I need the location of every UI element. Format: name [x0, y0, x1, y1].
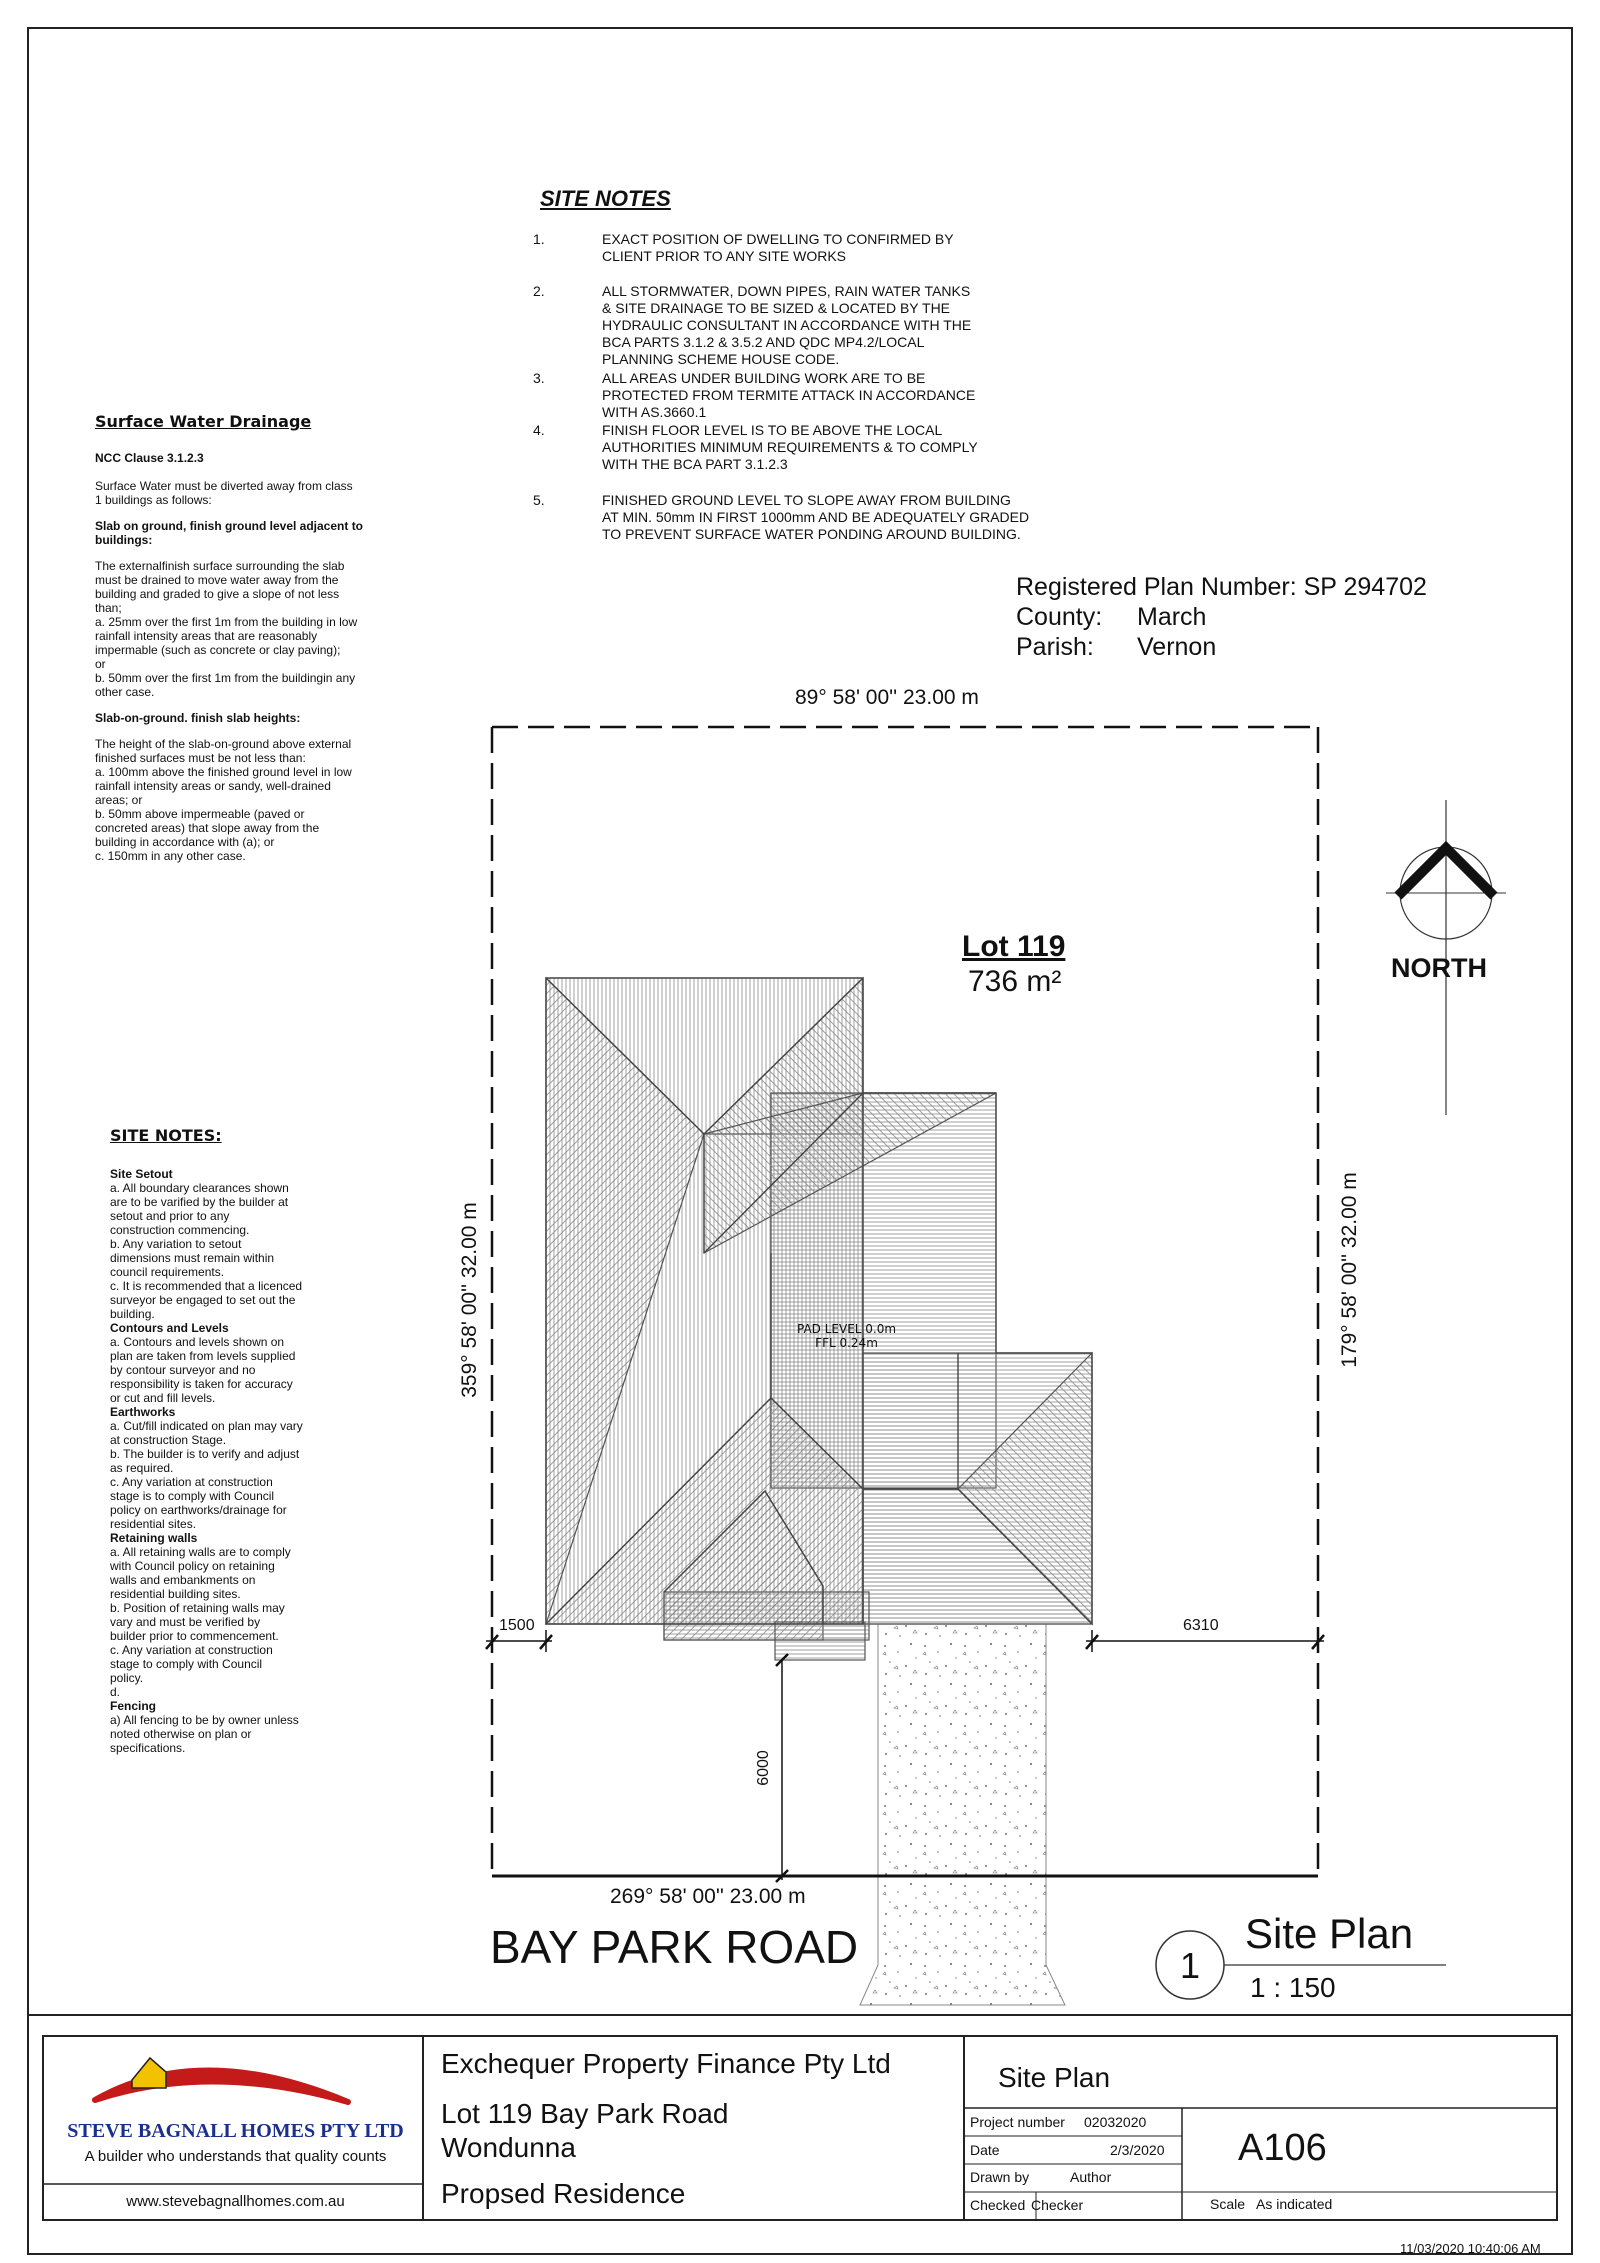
- site-notes-title: SITE NOTES: [540, 186, 671, 211]
- company-logo: [95, 2058, 348, 2102]
- site-notes-section-heading: Retaining walls: [110, 1531, 198, 1545]
- pad-level: PAD LEVEL 0.0m: [797, 1322, 897, 1336]
- drainage-paragraph-1: The externalfinish surface surrounding the slab must be drained to move water away from the building and graded to give a slope of not less than; a. 25mm over the first 1m from the building in low rainfall intensity areas that are reasonably impermable (such as concrete or clay paving); or b. 50mm over the first 1m from the buildingin any other case.: [95, 559, 358, 699]
- project-number-label: Project number: [970, 2114, 1065, 2130]
- address-line-2: Wondunna: [441, 2132, 576, 2163]
- site-note-number: 5.: [533, 492, 545, 508]
- company-tagline: A builder who understands that quality counts: [84, 2148, 387, 2165]
- setback-right-dimension: 6310: [1183, 1617, 1219, 1634]
- site-note-number: 4.: [533, 422, 545, 438]
- registered-plan-number: Registered Plan Number: SP 294702: [1016, 573, 1427, 601]
- scale-value: As indicated: [1256, 2196, 1333, 2212]
- client-name: Exchequer Property Finance Pty Ltd: [441, 2048, 891, 2079]
- checked-value: Checker: [1031, 2197, 1084, 2213]
- site-notes-section-text: a. Contours and levels shown on plan are taken from levels supplied by contour surveyor and no responsibility is taken for accuracy or cut and fill levels.: [110, 1335, 296, 1405]
- checked-label: Checked: [970, 2197, 1026, 2213]
- site-notes-section-text: a. All boundary clearances shown are to be varified by the builder at setout and prior to any construction commencing. b. Any variation to setout dimensions must remain within council requirements. c. It is recommended that a licenced surveyor be engaged to set out the building.: [110, 1181, 303, 1321]
- lot-name: Lot 119: [962, 930, 1066, 963]
- site-note-text: EXACT POSITION OF DWELLING TO CONFIRMED BY CLIENT PRIOR TO ANY SITE WORKS: [602, 231, 954, 264]
- parish-label: Parish:: [1016, 633, 1094, 661]
- site-notes-section-heading: Fencing: [110, 1699, 157, 1713]
- print-timestamp: 11/03/2020 10:40:06 AM: [1400, 2241, 1541, 2256]
- project-number: 02032020: [1084, 2114, 1147, 2130]
- site-notes-section-heading: Earthworks: [110, 1405, 176, 1419]
- north-label: NORTH: [1391, 953, 1487, 983]
- parish-value: Vernon: [1137, 633, 1217, 661]
- company-name: STEVE BAGNALL HOMES PTY LTD: [67, 2120, 404, 2142]
- lot-area: 736 m²: [968, 965, 1062, 998]
- drawn-by-value: Author: [1070, 2169, 1112, 2185]
- site-note-text: FINISHED GROUND LEVEL TO SLOPE AWAY FROM BUILDING AT MIN. 50mm IN FIRST 1000mm AND BE ADEQUATELY GRADED TO PREVENT SURFACE WATER PONDING AROUND BUILDING.: [602, 492, 1030, 542]
- drawn-by-label: Drawn by: [970, 2169, 1030, 2185]
- site-note-number: 2.: [533, 283, 545, 299]
- project-name: Propsed Residence: [441, 2178, 686, 2209]
- left-boundary-bearing: 359° 58' 00'' 32.00 m: [458, 1202, 481, 1398]
- sheet-number: A106: [1238, 2127, 1327, 2169]
- view-title: Site Plan: [1245, 1910, 1414, 1957]
- bottom-boundary-bearing: 269° 58' 00'' 23.00 m: [610, 1885, 806, 1908]
- sheet-name: Site Plan: [998, 2062, 1111, 2093]
- date-value: 2/3/2020: [1110, 2142, 1165, 2158]
- site-note-number: 3.: [533, 370, 545, 386]
- drainage-title: Surface Water Drainage: [95, 412, 312, 431]
- setback-front-dimension: 6000: [755, 1750, 772, 1786]
- county-label: County:: [1016, 603, 1103, 631]
- scale-label: Scale: [1210, 2196, 1246, 2212]
- view-number: 1: [1180, 1945, 1201, 1986]
- company-website[interactable]: www.stevebagnallhomes.com.au: [126, 2193, 345, 2210]
- title-block-frame: [27, 2015, 1573, 2220]
- drainage-heading-1: Slab on ground, finish ground level adjacent to buildings:: [95, 519, 364, 547]
- site-note-number: 1.: [533, 231, 545, 247]
- drainage-intro: Surface Water must be diverted away from class 1 buildings as follows:: [95, 479, 353, 507]
- site-notes-section-text: a) All fencing to be by owner unless noted otherwise on plan or specifications.: [110, 1713, 299, 1755]
- drainage-heading-2: Slab-on-ground. finish slab heights:: [95, 711, 301, 725]
- site-note-text: FINISH FLOOR LEVEL IS TO BE ABOVE THE LOCAL AUTHORITIES MINIMUM REQUIREMENTS & TO COMPLY WITH THE BCA PART 3.1.2.3: [602, 422, 978, 472]
- site-notes-section-heading: Contours and Levels: [110, 1321, 229, 1335]
- site-notes-section-text: a. Cut/fill indicated on plan may vary at construction Stage. b. The builder is to verify and adjust as required. c. Any variation at construction stage is to comply with Council policy on earthworks/drainage for residential sites.: [110, 1419, 303, 1531]
- house-roof-plan: [546, 978, 1092, 1660]
- site-notes-section-text: a. All retaining walls are to comply with Council policy on retaining walls and embankments on residential building sites. b. Position of retaining walls may vary and must be verified by builder prior to commencement. c. Any variation at construction stage to comply with Council policy. d.: [110, 1545, 291, 1699]
- site-note-text: ALL STORMWATER, DOWN PIPES, RAIN WATER TANKS & SITE DRAINAGE TO BE SIZED & LOCATED BY THE HYDRAULIC CONSULTANT IN ACCORDANCE WITH THE BCA PARTS 3.1.2 & 3.5.2 AND QDC MP4.2/LOCAL PLANNING SCHEME HOUSE CODE.: [602, 283, 972, 367]
- site-notes-left-title: SITE NOTES:: [110, 1126, 222, 1145]
- drainage-paragraph-2: The height of the slab-on-ground above external finished surfaces must be not less than: a. 100mm above the finished ground level in low rainfall intensity areas or sandy, well-drained areas; or b. 50mm above impermeable (paved or concreted areas) that slope away from the building in accordance with (a); or c. 150mm in any other case.: [95, 737, 352, 863]
- county-value: March: [1137, 603, 1207, 631]
- road-name: BAY PARK ROAD: [490, 1921, 859, 1973]
- pad-level-label: [797, 1322, 896, 1350]
- view-scale: 1 : 150: [1250, 1972, 1336, 2003]
- address-line-1: Lot 119 Bay Park Road: [441, 2098, 729, 2129]
- site-note-text: ALL AREAS UNDER BUILDING WORK ARE TO BE PROTECTED FROM TERMITE ATTACK IN ACCORDANCE WITH AS.3660.1: [602, 370, 976, 420]
- date-label: Date: [970, 2142, 1000, 2158]
- setback-left-dimension: 1500: [499, 1617, 535, 1634]
- site-notes-section-heading: Site Setout: [110, 1167, 173, 1181]
- finished-floor-level: FFL 0.24m: [815, 1336, 878, 1350]
- top-boundary-bearing: 89° 58' 00'' 23.00 m: [795, 686, 979, 709]
- driveway-concrete: [860, 1624, 1065, 2005]
- drainage-clause: NCC Clause 3.1.2.3: [95, 451, 204, 465]
- right-boundary-bearing: 179° 58' 00'' 32.00 m: [1338, 1172, 1361, 1368]
